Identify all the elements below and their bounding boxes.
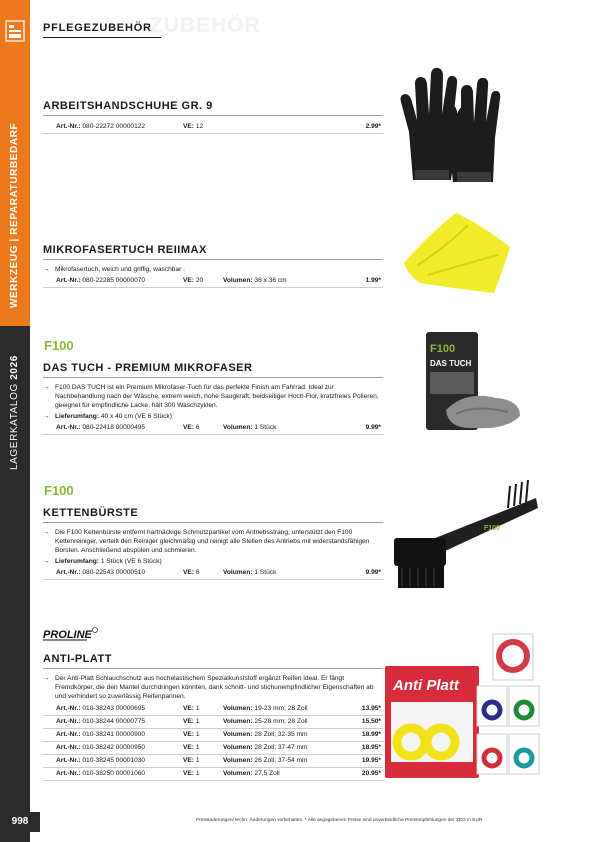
product-description: → F100 DAS TUCH ist ein Premium Mikrofaser-Tuch für das perfekte Finish am Fahrrad. Ideal zur Nachbehandlung nach der Wäsche, extrem weich, hohe Saugkraft, beidseitiger Hoch-Flor, kratzfreies Polieren, geeignet für empfindliche Lacke, hält 300 Waschzyklen. (43, 384, 379, 410)
product-description: → Der Anti-Platt Schlauchschutz aus hochelastischem Spezialkunststoff ergänzt Reifen ideal. Er fängt Fremdkörper, die den Mantel durchdringen könnten, dank schnitt- und stichunempfindlicher Eigenschaften ab und verhindert so zuverlässig Reifenpannen. (43, 675, 374, 701)
f100-logo (43, 338, 75, 352)
arrow-icon: → (43, 266, 50, 273)
product-work-gloves (43, 100, 383, 134)
product-scope: → Lieferumfang: 40 x 40 cm (VE 6 Stück) (43, 412, 172, 420)
table-row: Art.-Nr.: 010-38241 00000900 VE: 1 Volumen: 28 Zoll; 32-35 mm 18.99* (43, 729, 383, 742)
price: 15.50* (361, 717, 381, 725)
sidebar-category-label: WERKZEUG | REPARATURBEDARF (9, 122, 20, 308)
title-rule (43, 377, 383, 378)
page-number: 998 (0, 812, 40, 832)
table-row: Art.-Nr.: 080-22285 00000070 VE: 20 Volumen: 36 x 36 cm 1.99* (43, 275, 383, 288)
price: 18.99* (361, 730, 381, 738)
product-title: MIKROFASERTUCH REIIMAX (43, 244, 207, 256)
product-scope: → Lieferumfang: 1 Stück (VE 6 Stück) (43, 557, 162, 565)
product-das-tuch (43, 362, 383, 435)
product-title: ANTI-PLATT (43, 653, 112, 665)
svg-text:F100: F100 (44, 338, 74, 352)
proline-logo (43, 626, 103, 642)
table-row: Art.-Nr.: 010-38243 00000695 VE: 1 Volumen: 19-23 mm; 28 Zoll 13.95* (43, 703, 383, 716)
arrow-icon: → (43, 557, 50, 565)
product-description: → Die F100 Kettenbürste entfernt hartnäckige Schmutzpartikel vom Antriebsstrang, unterstützt den F100 Kettenreiniger, verteilt den Reiniger gleichmäßig und reinigt alle Stellen des Antriebs mit widerstandsfähigen Borsten. Anschließend abspülen und schmieren. (43, 529, 370, 555)
page-title: PFLEGEZUBEHÖR (43, 22, 152, 34)
f100-logo (43, 483, 75, 497)
arrow-icon: → (43, 412, 50, 420)
product-microfiber-cloth (43, 244, 383, 288)
product-description: → Mikrofasertuch, weich und griffig, waschbar . (43, 266, 185, 273)
table-row: Art.-Nr.: 080-22418 00000495 VE: 6 Volumen: 1 Stück 9.99* (43, 422, 383, 435)
das-tuch-package-image (416, 330, 526, 435)
title-rule (43, 259, 383, 260)
arrow-icon: → (43, 384, 50, 391)
anti-platt-table (43, 703, 383, 781)
product-title: KETTENBÜRSTE (43, 507, 139, 519)
price: 9.99* (365, 568, 381, 576)
arrow-icon: → (43, 529, 50, 536)
header-watermark: ZUBEHÖR (150, 14, 261, 37)
footer-disclaimer: Preisänderungen/ techn. Änderungen vorbehalten. * Alle angegebenen Preise sind unverbindliche Preisempfehlungen der ZEG in EUR (196, 818, 483, 823)
table-row: Art.-Nr.: 010-38244 00000775 VE: 1 Volumen: 25-28 mm; 28 Zoll 15.50* (43, 716, 383, 729)
price: 1.99* (365, 277, 381, 285)
sidebar-catalog-label: LAGERKATALOG 2026 (9, 355, 20, 470)
svg-text:F100: F100 (430, 343, 456, 355)
table-row: Art.-Nr.: 080-22272 00000122 VE: 12 2.99* (43, 121, 383, 134)
header-underline (43, 37, 161, 38)
svg-text:F100: F100 (484, 525, 500, 532)
price: 20.95* (361, 769, 381, 777)
work-gloves-image (395, 62, 505, 187)
price: 19.95* (361, 756, 381, 764)
price: 18.95* (361, 743, 381, 751)
title-rule (43, 115, 383, 116)
svg-text:Anti Platt: Anti Platt (393, 677, 459, 694)
product-title: DAS TUCH - PREMIUM MIKROFASER (43, 362, 253, 374)
chain-brush-image (390, 478, 540, 593)
microfiber-cloth-image (398, 205, 516, 300)
table-row: Art.-Nr.: 010-38250 00001060 VE: 1 Volumen: 27,5 Zoll 20.95* (43, 768, 383, 781)
product-anti-platt (43, 653, 383, 781)
price: 13.95* (361, 704, 381, 712)
price: 2.99* (365, 123, 381, 130)
product-chain-brush (43, 507, 383, 580)
title-rule (43, 522, 383, 523)
anti-platt-packages-image (383, 630, 553, 780)
arrow-icon: → (43, 675, 50, 682)
table-row: Art.-Nr.: 080-22543 00000510 VE: 6 Volumen: 1 Stück 9.99* (43, 567, 383, 580)
product-title: ARBEITSHANDSCHUHE GR. 9 (43, 100, 213, 112)
svg-text:PROLINE: PROLINE (43, 629, 92, 641)
svg-text:DAS TUCH: DAS TUCH (430, 359, 472, 368)
table-row: Art.-Nr.: 010-38245 00001030 VE: 1 Volumen: 26 Zoll; 37-54 mm 19.95* (43, 755, 383, 768)
svg-text:F100: F100 (44, 483, 74, 497)
price: 9.99* (365, 423, 381, 431)
table-row: Art.-Nr.: 010-38242 00000950 VE: 1 Volumen: 28 Zoll; 37-47 mm 18.95* (43, 742, 383, 755)
section-logo-icon (5, 20, 25, 42)
title-rule (43, 668, 383, 669)
